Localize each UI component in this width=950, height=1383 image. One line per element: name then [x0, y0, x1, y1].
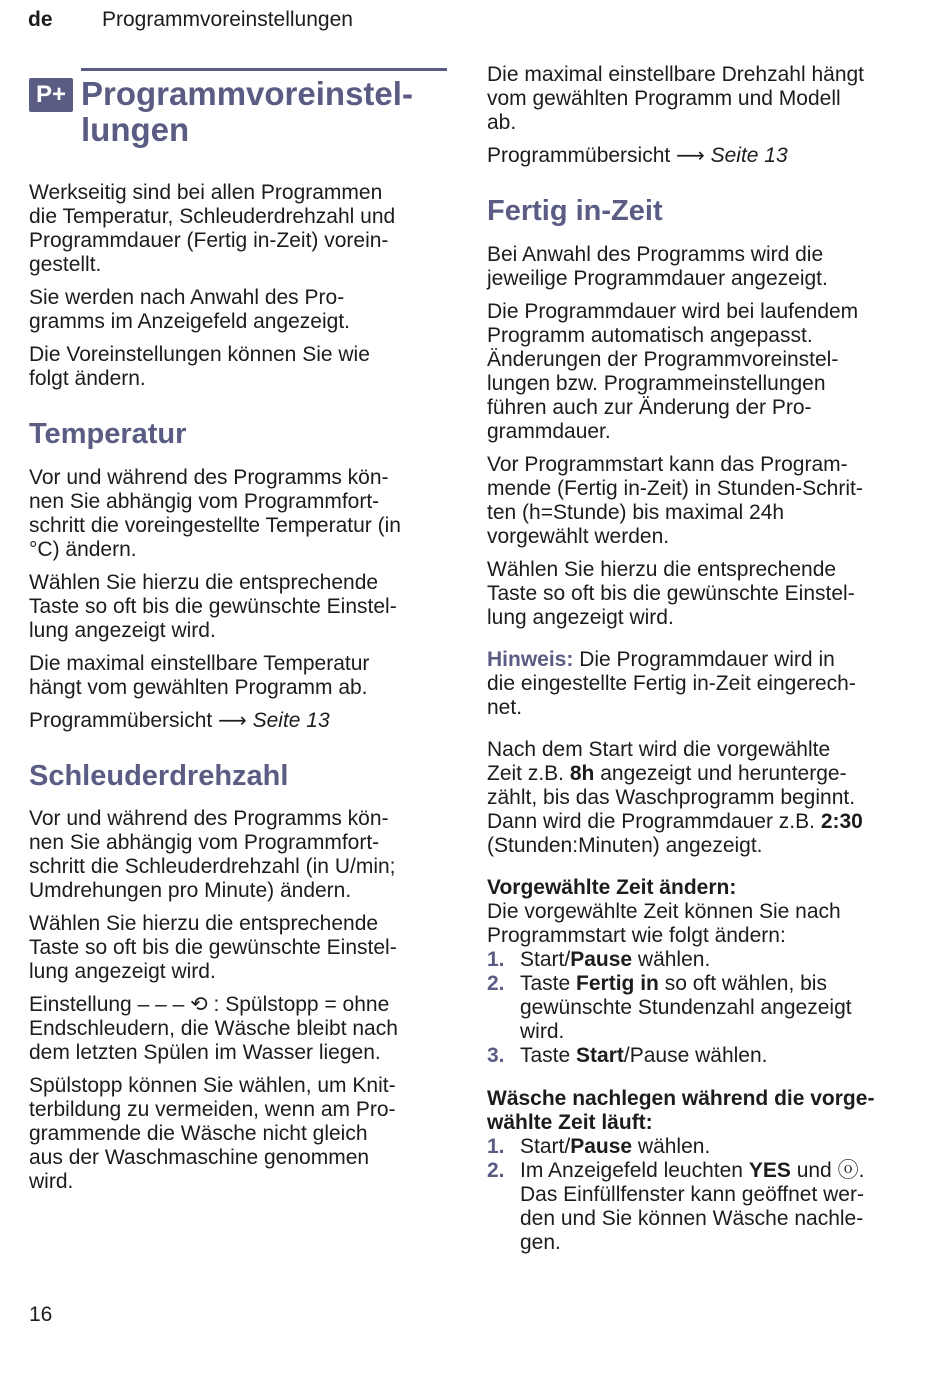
subheading-change-time: Vorgewählte Zeit ändern: — [487, 876, 737, 899]
paragraph: Spülstopp können Sie wählen, um Knit- terbildung zu vermeiden, wenn am Pro- grammende die Wäsche nicht gleich aus der Waschmaschine genommen wird. — [29, 1074, 396, 1193]
paragraph: Vor und während des Programms kön- nen Sie abhängig vom Programmfort- schritt die voreingestellte Temperatur (in °C) ändern. — [29, 466, 401, 561]
intro-paragraphs — [29, 181, 449, 391]
list-item: 2. Im Anzeigefeld leuchten YES und ⓞ. Das Einfüllfenster kann geöffnet wer- den und Sie können Wäsche nachle- gen. — [487, 1159, 865, 1254]
paragraph: Wählen Sie hierzu die entsprechende Taste so oft bis die gewünschte Einstel- lung angezeigt wird. — [29, 571, 397, 642]
page-reference-link[interactable]: Seite 13 — [252, 709, 330, 732]
paragraph: Einstellung – – – ⟲ : Spülstopp = ohne Endschleudern, die Wäsche bleibt nach dem letzten Spülen im Wasser liegen. — [29, 993, 398, 1064]
list-item: 1. Start/Pause wählen. — [487, 948, 711, 971]
page-header — [28, 8, 353, 32]
hinweis-label: Hinweis: — [487, 648, 574, 671]
subheading-reload-laundry: Wäsche nachlegen während die vorge- wählte Zeit läuft: — [487, 1087, 875, 1134]
list-item: 3. Taste Start/Pause wählen. — [487, 1044, 768, 1067]
reload-steps-list — [487, 1135, 909, 1255]
language-label: de — [28, 8, 53, 31]
paragraph: Sie werden nach Anwahl des Pro- gramms im Anzeigefeld angezeigt. — [29, 286, 350, 333]
page-number: 16 — [29, 1303, 53, 1326]
paragraph: Die maximal einstellbare Temperatur hängt vom gewählten Programm ab. — [29, 652, 370, 699]
paragraph: Die vorgewählte Zeit können Sie nach Programmstart wie folgt ändern: — [487, 900, 841, 947]
schleuderdrehzahl-paragraphs — [29, 807, 449, 1194]
paragraph: Wählen Sie hierzu die entsprechende Taste so oft bis die gewünschte Einstel- lung angezeigt wird. — [487, 558, 855, 629]
page-reference-link[interactable]: Seite 13 — [710, 144, 788, 167]
paragraph: Die Programmdauer wird bei laufendem Programm automatisch angepasst. Änderungen der Programmvoreinstel- lungen bzw. Programmeinstellungen führen auch zur Änderung der Pro- grammdauer. — [487, 300, 859, 443]
heading-fertig-in-zeit: Fertig in-Zeit — [487, 195, 663, 227]
hinweis-note: Hinweis: Die Programmdauer wird in die eingestellte Fertig in-Zeit eingerech- net. — [487, 648, 856, 719]
paragraph: Vor Programmstart kann das Program- mende (Fertig in-Zeit) in Stunden-Schrit- ten (h=Stunde) bis maximal 24h vorgewählt werden. — [487, 453, 863, 548]
paragraph: Die maximal einstellbare Drehzahl hängt vom gewählten Programm und Modell ab. — [487, 63, 865, 134]
arrow-right-icon: ⟶ — [676, 145, 705, 167]
header-title: Programmvoreinstellungen — [102, 8, 353, 31]
paragraph: Vor und während des Programms kön- nen Sie abhängig vom Programmfort- schritt die Schleuderdrehzahl (in U/min; Umdrehungen pro Minute) ändern. — [29, 807, 396, 902]
cross-reference: Programmübersicht ⟶ Seite 13 — [29, 709, 330, 732]
arrow-right-icon: ⟶ — [218, 710, 247, 732]
heading-temperatur: Temperatur — [29, 418, 187, 450]
paragraph: Nach dem Start wird die vorgewählte Zeit z.B. 8h angezeigt und herunterge- zählt, bis das Waschprogramm beginnt. Dann wird die Programmdauer z.B. 2:30 (Stunden:Minuten) angezeigt. — [487, 738, 863, 857]
page-title: Programmvoreinstel- lungen — [81, 75, 413, 148]
temperatur-paragraphs — [29, 466, 449, 733]
paragraph: Die Voreinstellungen können Sie wie folgt ändern. — [29, 343, 370, 390]
paragraph: Werkseitig sind bei allen Programmen die Temperatur, Schleuderdrehzahl und Programmdauer (Fertig in-Zeit) vorein- gestellt. — [29, 181, 396, 276]
change-steps-list — [487, 948, 909, 1068]
fertig-paragraphs — [487, 243, 909, 1255]
list-item: 2. Taste Fertig in so oft wählen, bis gewünschte Stundenzahl angezeigt wird. — [487, 972, 852, 1043]
paragraph: Bei Anwahl des Programms wird die jeweilige Programmdauer angezeigt. — [487, 243, 828, 290]
heading-schleuderdrehzahl: Schleuderdrehzahl — [29, 760, 289, 792]
list-item: 1. Start/Pause wählen. — [487, 1135, 711, 1158]
drehzahl-note — [487, 63, 909, 168]
program-settings-icon: P+ — [29, 78, 73, 112]
paragraph: Wählen Sie hierzu die entsprechende Taste so oft bis die gewünschte Einstel- lung angezeigt wird. — [29, 912, 397, 983]
cross-reference: Programmübersicht ⟶ Seite 13 — [487, 144, 788, 167]
title-rule — [81, 68, 447, 71]
